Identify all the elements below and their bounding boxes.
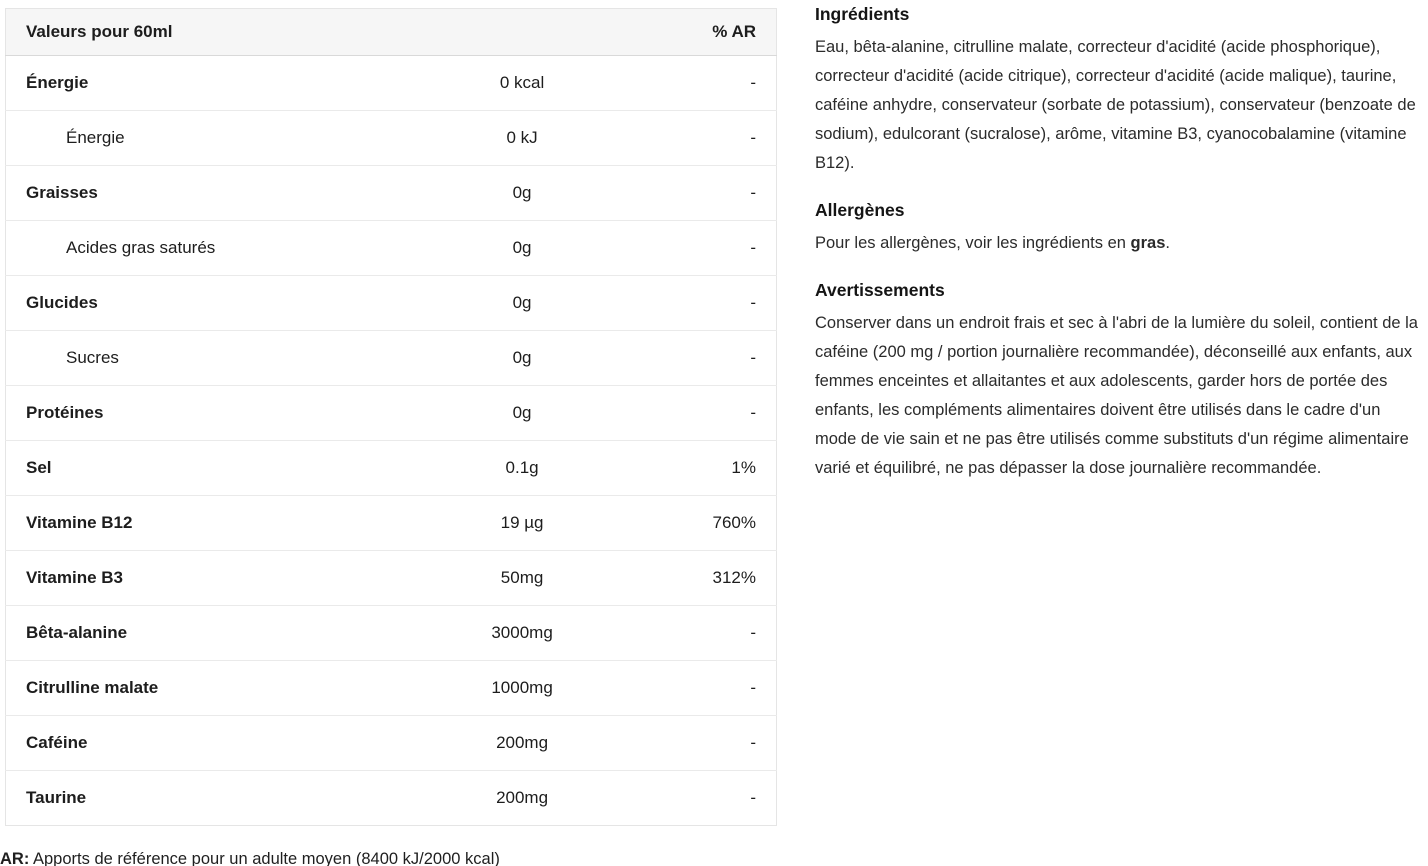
nutrient-value: 0g <box>414 221 630 276</box>
nutrient-label: Vitamine B12 <box>6 496 415 551</box>
ar-note-text: Apports de référence pour un adulte moyen (8400 kJ/2000 kcal) <box>29 850 500 866</box>
warnings-body: Conserver dans un endroit frais et sec à l'abri de la lumière du soleil, contient de la caféine (200 mg / portion journalière recommandée), déconseillé aux enfants, aux femmes enceintes et allaitantes et aux adolescents, garder hors de portée des enfants, les compléments alimentaires doivent être utilisés dans le cadre d'un mode de vie sain et ne pas être utilisés comme substituts d'un régime alimentaire varié et équilibré, ne pas dépasser la dose journalière recommandée. <box>815 314 1418 477</box>
nutrient-ar: - <box>630 56 777 111</box>
nutrient-ar: - <box>630 221 777 276</box>
nutrient-value: 3000mg <box>414 606 630 661</box>
table-row-taurine <box>6 771 777 826</box>
table-header-value <box>414 9 630 56</box>
section-ingredients <box>815 2 1425 178</box>
nutrient-ar: - <box>630 166 777 221</box>
allergens-title: Allergènes <box>815 200 905 220</box>
nutrient-label: Taurine <box>26 788 87 807</box>
table-row-sucres <box>6 331 777 386</box>
table-row-glucides <box>6 276 777 331</box>
ar-abbreviation: AR: <box>0 850 30 866</box>
nutrient-ar: 1% <box>630 441 777 496</box>
nutrient-label: Caféine <box>6 716 415 771</box>
reference-intake-note <box>0 847 795 866</box>
table-row-citrulline-malate <box>6 661 777 716</box>
nutrient-value: 0g <box>414 331 630 386</box>
section-warnings <box>815 278 1425 483</box>
nutrient-ar: - <box>630 661 777 716</box>
allergens-bold-word: gras <box>1130 234 1166 252</box>
table-row-beta-alanine <box>6 606 777 661</box>
ingredients-title: Ingrédients <box>815 4 910 24</box>
nutrient-value: 200mg <box>414 716 630 771</box>
table-row-graisses <box>6 166 777 221</box>
nutrient-label: Sel <box>6 441 415 496</box>
nutrient-label: Bêta-alanine <box>6 606 415 661</box>
nutrient-ar: - <box>630 331 777 386</box>
nutrient-ar: - <box>630 606 777 661</box>
nutrient-ar: - <box>750 788 756 807</box>
table-header-ar: % AR <box>630 9 777 56</box>
nutrient-value: 0g <box>414 166 630 221</box>
table-row-cafeine <box>6 716 777 771</box>
nutrient-value: 0.1g <box>414 441 630 496</box>
table-row-sel <box>6 441 777 496</box>
allergens-body-suffix: . <box>1165 234 1170 252</box>
table-header-row <box>6 9 777 56</box>
table-row-energie-kj <box>6 111 777 166</box>
allergens-body <box>815 229 1425 258</box>
nutrient-label: Sucres <box>6 331 415 386</box>
table-row-vitamine-b12 <box>6 496 777 551</box>
table-header-serving: Valeurs pour 60ml <box>6 9 415 56</box>
nutrient-label: Énergie <box>6 111 415 166</box>
nutrient-ar: 760% <box>630 496 777 551</box>
nutrient-label: Citrulline malate <box>6 661 415 716</box>
section-allergens <box>815 198 1425 258</box>
warnings-title: Avertissements <box>815 280 945 300</box>
table-row-vitamine-b3 <box>6 551 777 606</box>
nutrient-ar: 312% <box>630 551 777 606</box>
nutrient-value: 50mg <box>414 551 630 606</box>
nutrient-value: 1000mg <box>414 661 630 716</box>
nutrition-table <box>5 8 777 826</box>
nutrient-value: 200mg <box>496 788 549 807</box>
nutrient-ar: - <box>630 111 777 166</box>
nutrient-value: 0g <box>414 386 630 441</box>
nutrient-label: Protéines <box>6 386 415 441</box>
ingredients-body: Eau, bêta-alanine, citrulline malate, correcteur d'acidité (acide phosphorique), correcteur d'acidité (acide citrique), correcteur d'acidité (acide malique), taurine, caféine anhydre, conservateur (sorbate de potassium), conservateur (benzoate de sodium), edulcorant (sucralose), arôme, vitamine B3, cyanocobalamine (vitamine B12). <box>815 38 1416 172</box>
allergens-body-prefix: Pour les allergènes, voir les ingrédients en <box>815 234 1131 252</box>
table-row-acides-gras-satures <box>6 221 777 276</box>
nutrient-value: 19 µg <box>414 496 630 551</box>
nutrient-label: Énergie <box>6 56 415 111</box>
nutrient-value: 0 kcal <box>414 56 630 111</box>
nutrient-value: 0g <box>414 276 630 331</box>
nutrient-label: Acides gras saturés <box>6 221 415 276</box>
nutrient-label: Glucides <box>6 276 415 331</box>
nutrient-ar: - <box>630 276 777 331</box>
nutrient-label: Vitamine B3 <box>6 551 415 606</box>
table-row-proteines <box>6 386 777 441</box>
nutrient-value: 0 kJ <box>414 111 630 166</box>
info-sections-column <box>815 2 1425 503</box>
nutrient-label: Graisses <box>6 166 415 221</box>
nutrient-ar: - <box>630 716 777 771</box>
table-row-energie-kcal <box>6 56 777 111</box>
nutrient-ar: - <box>630 386 777 441</box>
